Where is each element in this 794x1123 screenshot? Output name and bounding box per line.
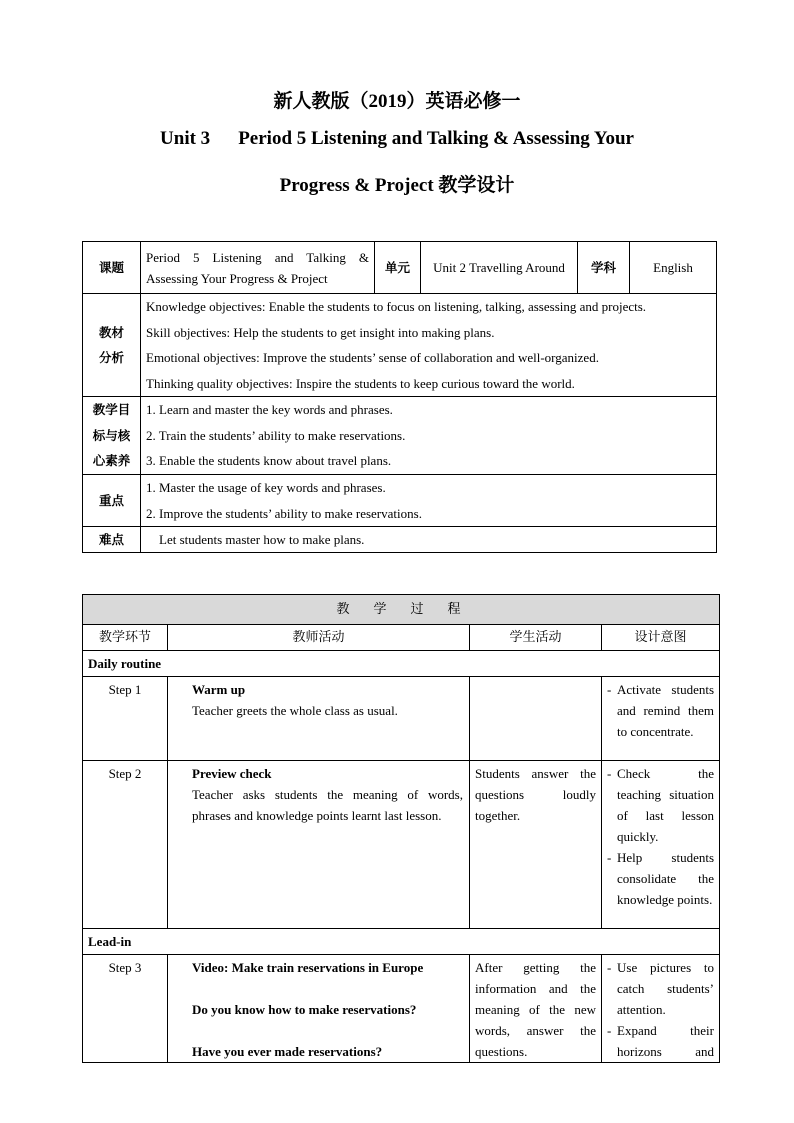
col-header-stage: 教学环节 [83,625,168,651]
key-points-label: 重点 [83,475,141,527]
design-intent [602,677,720,761]
teacher-text: Teacher asks students the meaning of words, phrases and knowledge points learnt last lesson. [192,787,463,823]
difficult-row [83,527,717,553]
teacher-text: Teacher greets the whole class as usual. [192,703,398,718]
goals-label: 教学目 标与核 心素养 [83,397,141,475]
subject-label: 学科 [578,242,630,294]
key-point-line: 1. Master the usage of key words and phrases. [146,480,386,495]
step-title: Video: Make train reservations in Europe [192,960,424,975]
section-lead-in: Lead-in [83,929,720,955]
design-intent [602,955,720,1063]
teacher-activity [168,761,470,929]
analysis-line: Knowledge objectives: Enable the students to focus on listening, talking, assessing and projects. [146,299,647,314]
section-row [83,651,720,677]
design-bullet: - Help students consolidate the knowledge points. [607,850,715,907]
doc-title-line1: 新人教版（2019）英语必修一 [273,91,521,112]
step-label: Step 3 [83,955,168,1063]
topic-label: 课题 [83,242,141,294]
step-title: Preview check [192,766,272,781]
topic-value: Period 5 Listening and Talking & Assessing Your Progress & Project [141,242,375,294]
section-row [83,929,720,955]
goal-line: 2. Train the students’ ability to make reservations. [146,427,406,443]
unit-value: Unit 2 Travelling Around [421,242,578,294]
student-activity: After getting the information and the meaning of the new words, answer the questions. [470,955,602,1063]
lesson-info-table [82,241,717,553]
teacher-activity [168,955,470,1063]
process-heading: 教学过程 [83,595,720,625]
section-daily-routine: Daily routine [83,651,720,677]
key-points-content [141,475,717,527]
col-header-teacher: 教师活动 [168,625,470,651]
analysis-row [83,294,717,397]
lead-in-question: Have you ever made reservations? [192,1044,383,1059]
process-heading-row [83,595,720,625]
col-header-student: 学生活动 [470,625,602,651]
topic-row [83,242,717,294]
analysis-line: Skill objectives: Help the students to get insight into making plans. [146,324,495,340]
step-row [83,677,720,761]
analysis-content [141,294,717,397]
doc-title-line3: Progress & Project 教学设计 [279,175,515,196]
key-point-line: 2. Improve the students’ ability to make reservations. [146,505,422,521]
student-activity [470,677,602,761]
goal-line: 1. Learn and master the key words and phrases. [146,402,393,418]
goals-content [141,397,717,475]
doc-title-line2 [0,128,794,150]
step-row [83,761,720,929]
process-column-headers [83,625,720,651]
design-bullet: - Expand their horizons and [607,1023,715,1059]
key-points-row [83,475,717,527]
step-label: Step 1 [83,677,168,761]
difficult-label: 难点 [83,527,141,553]
design-bullet: - Use pictures to catch students’ attention. [607,960,715,1017]
difficult-value: Let students master how to make plans. [141,527,717,553]
student-activity: Students answer the questions loudly together. [470,761,602,929]
design-intent [602,761,720,929]
col-header-design: 设计意图 [602,625,720,651]
analysis-line: Thinking quality objectives: Inspire the students to keep curious toward the world. [146,375,575,391]
unit-label: 单元 [375,242,421,294]
teaching-process-table [82,594,720,1063]
goal-line: 3. Enable the students know about travel plans. [146,453,392,469]
goals-row [83,397,717,475]
step-label: Step 2 [83,761,168,929]
analysis-label: 教材 分析 [83,294,141,397]
step-row [83,955,720,1063]
doc-title-period: Period 5 Listening and Talking & Assessing Your [238,128,634,149]
lead-in-question: Do you know how to make reservations? [192,1002,417,1017]
design-bullet: - Activate students and remind them to concentrate. [607,682,715,739]
subject-value: English [630,242,717,294]
step-title: Warm up [192,682,246,697]
design-bullet: - Check the teaching situation of last lesson quickly. [607,766,715,844]
doc-title-unit: Unit 3 [160,128,211,149]
analysis-line: Emotional objectives: Improve the students’ sense of collaboration and well-organized. [146,350,599,365]
teacher-activity [168,677,470,761]
